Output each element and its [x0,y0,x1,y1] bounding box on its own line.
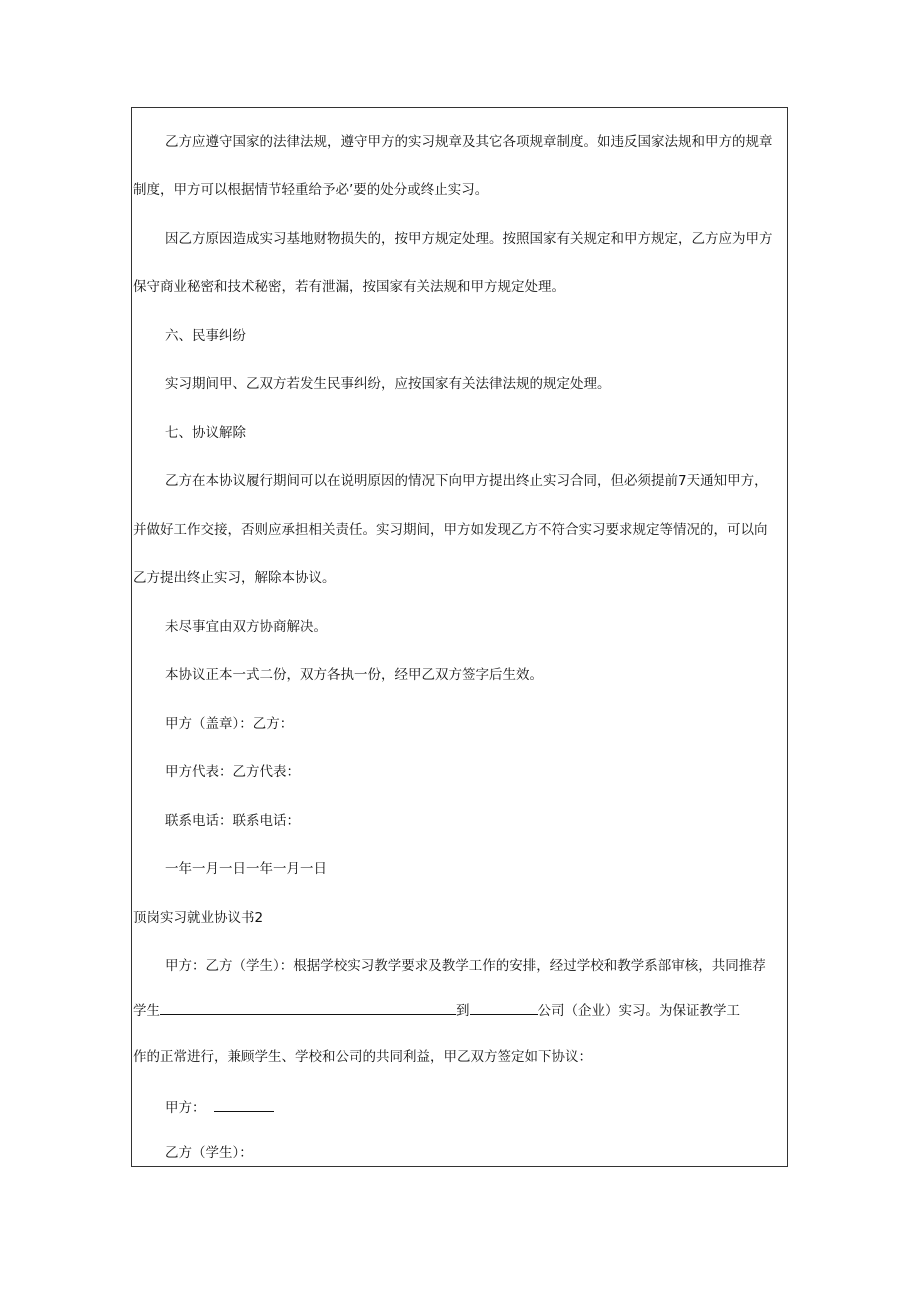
party-b-line: 乙方（学生）： [165,1145,253,1161]
paragraph-line: 本协议正本一式二份，双方各执一份，经甲乙双方签字后生效。 [165,667,543,683]
signature-line: 甲方代表：乙方代表： [165,764,300,780]
paragraph-line: 乙方应遵守国家的法律法规，遵守甲方的实习规章及其它各项规章制度。如违反国家法规和甲方的规章 [165,134,773,150]
paragraph-line: 因乙方原因造成实习基地财物损失的，按甲方规定处理。按照国家有关规定和甲方规定，乙方应为甲方 [165,231,773,247]
student-line [133,1000,740,1019]
paragraph-line: 保守商业秘密和技术秘密，若有泄漏，按国家有关法规和甲方规定处理。 [133,279,565,295]
party-a-blank [214,1097,274,1112]
student-middle: 到 [456,1003,470,1019]
date-line: 一年一月一日一年一月一日 [165,861,327,877]
paragraph-line: 乙方提出终止实习，解除本协议。 [133,570,336,586]
paragraph-line: 制度，甲方可以根据情节轻重给予必’要的处分或终止实习。 [133,182,489,198]
paragraph-line: 未尽事宜由双方协商解决。 [165,619,327,635]
paragraph-line: 并做好工作交接，否则应承担相关责任。实习期间，甲方如发现乙方不符合实习要求规定等情况的，可以向 [133,522,768,538]
party-a-line [165,1097,274,1116]
student-name-blank [160,1000,456,1015]
signature-line: 甲方（盖章）：乙方： [165,716,294,732]
paragraph-line: 乙方在本协议履行期间可以在说明原因的情况下向甲方提出终止实习合同，但必须提前7天通知甲方， [165,473,768,489]
student-prefix: 学生 [133,1003,160,1019]
company-name-blank [470,1000,538,1015]
paragraph-line: 作的正常进行，兼顾学生、学校和公司的共同利益，甲乙双方签定如下协议： [133,1049,592,1065]
party-a-label: 甲方： [165,1100,206,1116]
document-title: 顶岗实习就业协议书2 [133,910,264,926]
signature-line: 联系电话：联系电话： [165,813,300,829]
section-heading: 六、民事纠纷 [165,328,246,344]
section-heading: 七、协议解除 [165,425,246,441]
student-suffix: 公司（企业）实习。为保证教学工 [537,1003,740,1019]
paragraph-line: 实习期间甲、乙双方若发生民事纠纷，应按国家有关法律法规的规定处理。 [165,376,611,392]
paragraph-line: 甲方：乙方（学生）：根据学校实习教学要求及教学工作的安排，经过学校和教学系部审核，共同推荐 [165,958,766,974]
